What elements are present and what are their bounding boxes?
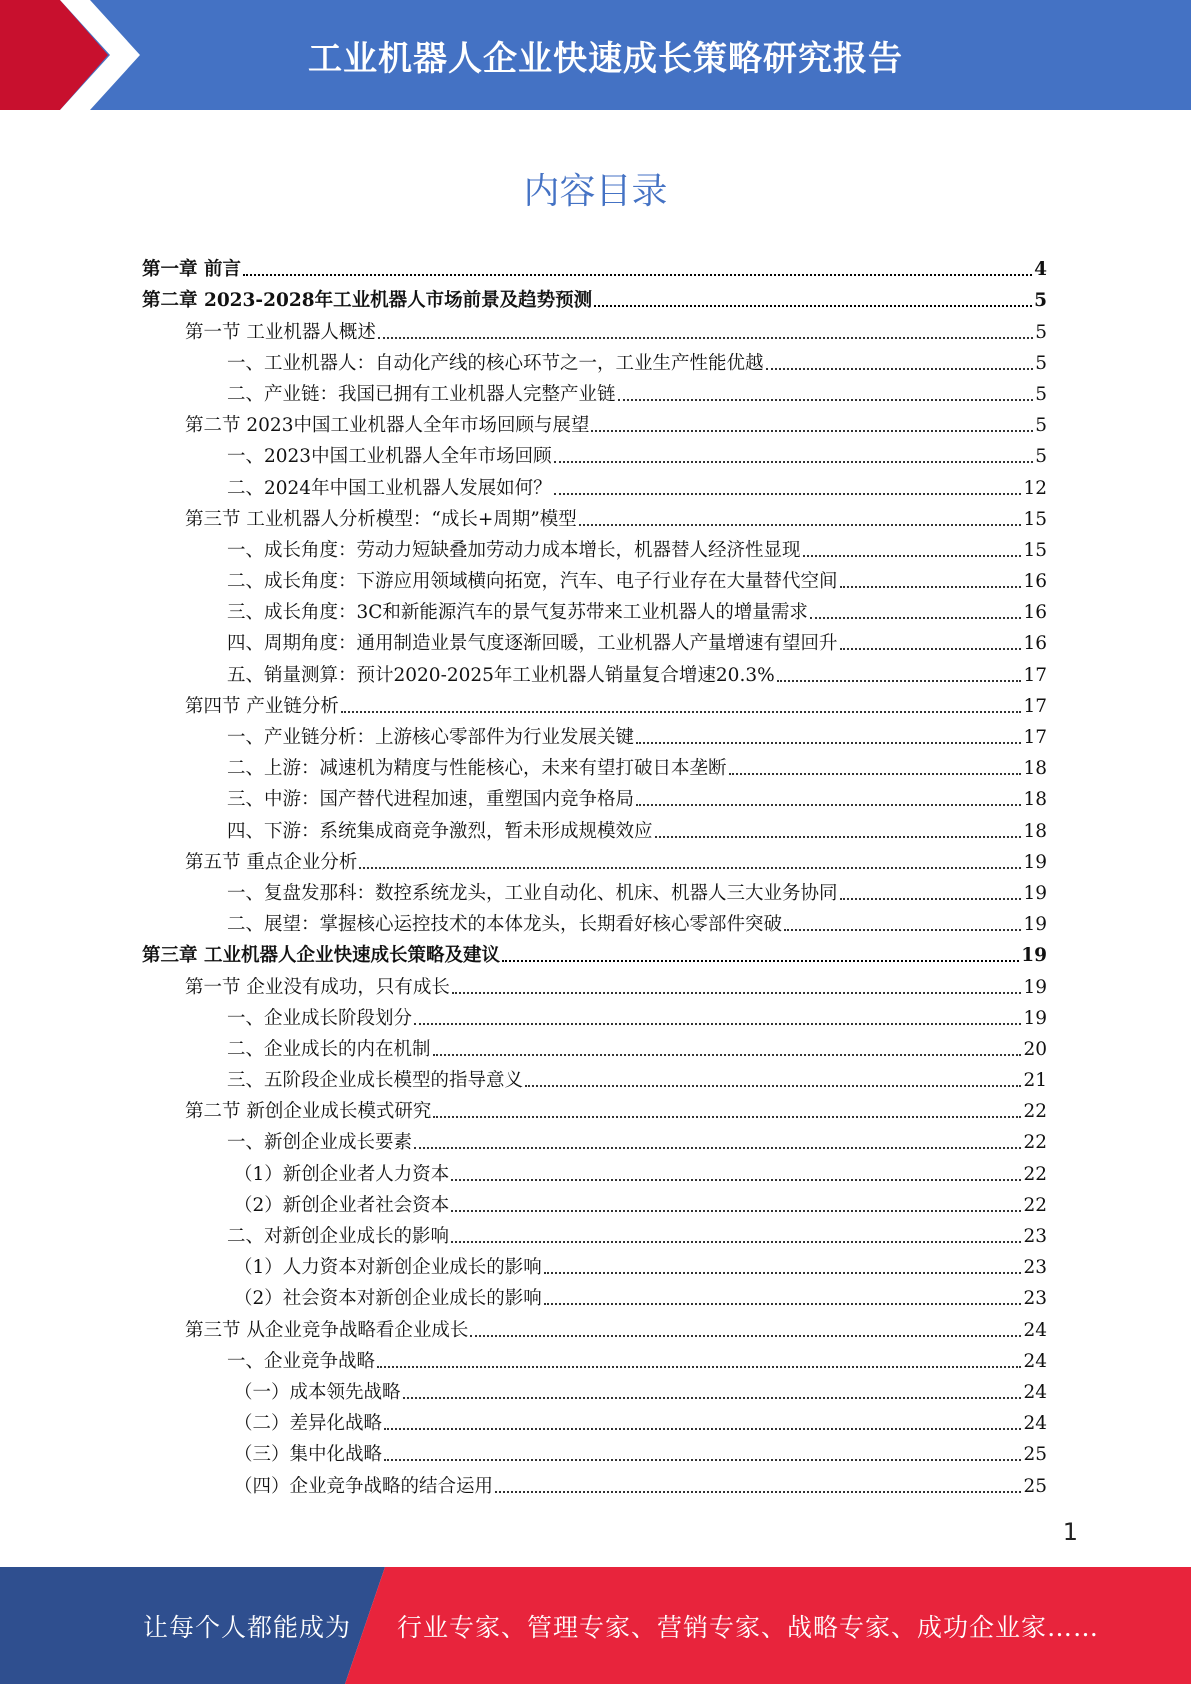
- toc-entry-label: 一、工业机器人：自动化产线的核心环节之一，工业生产性能优越: [227, 352, 764, 374]
- toc-entry[interactable]: [142, 691, 1047, 722]
- toc-dot-leader: [655, 836, 1022, 838]
- toc-entry[interactable]: [142, 1190, 1047, 1221]
- toc-entry-page: 5: [1035, 446, 1047, 468]
- toc-entry-label: 一、企业成长阶段划分: [227, 1007, 413, 1029]
- toc-entry-page: 5: [1035, 321, 1047, 343]
- table-of-contents: [142, 254, 1047, 1502]
- toc-entry-page: 19: [1023, 1007, 1047, 1029]
- toc-entry[interactable]: [142, 535, 1047, 566]
- toc-entry-page: 24: [1023, 1350, 1047, 1372]
- toc-entry-page: 4: [1034, 259, 1047, 281]
- toc-entry-label: （三）集中化战略: [234, 1444, 383, 1466]
- toc-entry-label: 四、周期角度：通用制造业景气度逐渐回暖，工业机器人产量增速有望回升: [227, 633, 838, 655]
- toc-entry-page: 17: [1023, 664, 1047, 686]
- toc-entry-page: 17: [1023, 695, 1047, 717]
- header-banner: [0, 0, 1191, 110]
- toc-entry-page: 5: [1035, 352, 1047, 374]
- toc-entry-label: （1）人力资本对新创企业成长的影响: [234, 1257, 542, 1279]
- toc-entry-page: 16: [1023, 602, 1047, 624]
- toc-entry[interactable]: [142, 1252, 1047, 1283]
- footer-slogan-left: 让每个人都能成为: [143, 1612, 352, 1642]
- toc-entry[interactable]: [142, 659, 1047, 690]
- toc-dot-leader: [243, 274, 1032, 276]
- toc-entry-page: 5: [1035, 415, 1047, 437]
- toc-entry-page: 20: [1023, 1038, 1047, 1060]
- toc-entry[interactable]: [142, 348, 1047, 379]
- toc-heading: 内容目录: [523, 171, 668, 212]
- toc-entry-label: 一、产业链分析：上游核心零部件为行业发展关键: [227, 727, 635, 748]
- toc-dot-leader: [554, 493, 1022, 495]
- toc-entry[interactable]: [142, 1470, 1047, 1501]
- toc-entry[interactable]: [142, 847, 1047, 878]
- toc-entry[interactable]: [142, 1003, 1047, 1034]
- toc-entry-page: 5: [1035, 383, 1047, 405]
- toc-entry-label: 一、新创企业成长要素: [227, 1132, 413, 1154]
- toc-entry-label: （2）社会资本对新创企业成长的影响: [234, 1288, 542, 1310]
- toc-entry[interactable]: [142, 285, 1047, 316]
- toc-dot-leader: [452, 992, 1022, 994]
- toc-entry[interactable]: [142, 971, 1047, 1002]
- toc-entry-label: 一、复盘发那科：数控系统龙头，工业自动化、机床、机器人三大业务协同: [227, 882, 838, 904]
- toc-dot-leader: [544, 1272, 1022, 1274]
- toc-dot-leader: [502, 960, 1019, 962]
- toc-entry-page: 18: [1023, 758, 1047, 780]
- toc-dot-leader: [840, 586, 1022, 588]
- toc-entry-page: 15: [1023, 508, 1047, 530]
- toc-entry-label: 二、产业链：我国已拥有工业机器人完整产业链: [227, 383, 616, 405]
- toc-entry-label: 第四节 产业链分析: [185, 695, 339, 717]
- toc-dot-leader: [636, 742, 1021, 744]
- toc-entry-label: （1）新创企业者人力资本: [234, 1163, 450, 1185]
- toc-entry-label: 四、下游：系统集成商竞争激烈，暂未形成规模效应: [227, 820, 653, 842]
- toc-entry-page: 23: [1023, 1226, 1047, 1247]
- toc-dot-leader: [803, 555, 1022, 557]
- toc-entry[interactable]: [142, 1346, 1047, 1377]
- toc-dot-leader: [451, 1210, 1021, 1212]
- toc-entry[interactable]: [142, 1096, 1047, 1127]
- toc-entry-page: 16: [1023, 571, 1047, 593]
- toc-entry-page: 24: [1023, 1319, 1047, 1341]
- toc-entry[interactable]: [142, 878, 1047, 909]
- toc-dot-leader: [451, 1179, 1021, 1181]
- toc-entry[interactable]: [142, 410, 1047, 441]
- toc-entry[interactable]: [142, 1158, 1047, 1189]
- toc-entry-page: 22: [1023, 1101, 1047, 1123]
- toc-entry-label: 第五节 重点企业分析: [185, 851, 358, 873]
- toc-dot-leader: [433, 1054, 1022, 1056]
- toc-dot-leader: [470, 1335, 1021, 1337]
- toc-entry-label: 三、中游：国产替代进程加速，重塑国内竞争格局: [227, 789, 635, 811]
- toc-dot-leader: [777, 680, 1022, 682]
- toc-entry[interactable]: [142, 909, 1047, 940]
- footer-banner: [0, 1567, 1191, 1684]
- toc-dot-leader: [433, 1116, 1021, 1118]
- toc-entry-page: 22: [1023, 1132, 1047, 1154]
- toc-entry-label: 一、2023中国工业机器人全年市场回顾: [227, 446, 552, 468]
- toc-entry-label: 一、企业竞争战略: [227, 1350, 376, 1372]
- toc-dot-leader: [378, 337, 1033, 339]
- toc-dot-leader: [359, 867, 1021, 869]
- toc-dot-leader: [403, 1397, 1022, 1399]
- toc-entry[interactable]: [142, 1127, 1047, 1158]
- toc-dot-leader: [384, 1428, 1021, 1430]
- footer-slogan-right: 行业专家、管理专家、营销专家、战略专家、成功企业家……: [397, 1612, 1100, 1642]
- toc-dot-leader: [377, 1366, 1021, 1368]
- toc-entry-label: 第三节 工业机器人分析模型：“成长+周期”模型: [185, 508, 577, 530]
- toc-dot-leader: [495, 1491, 1021, 1493]
- toc-dot-leader: [384, 1459, 1021, 1461]
- toc-entry-label: 第一章 前言: [142, 259, 241, 281]
- toc-entry-page: 5: [1034, 290, 1047, 312]
- toc-entry-page: 18: [1023, 789, 1047, 811]
- toc-entry[interactable]: [142, 753, 1047, 784]
- toc-entry-page: 25: [1023, 1444, 1047, 1466]
- toc-dot-leader: [341, 711, 1022, 713]
- toc-dot-leader: [784, 929, 1021, 931]
- toc-entry[interactable]: [142, 1314, 1047, 1345]
- toc-entry[interactable]: [142, 1439, 1047, 1470]
- toc-entry-page: 17: [1023, 727, 1047, 748]
- toc-entry[interactable]: [142, 504, 1047, 535]
- toc-entry-label: 三、成长角度：3C和新能源汽车的景气复苏带来工业机器人的增量需求: [227, 602, 808, 624]
- toc-entry[interactable]: [142, 316, 1047, 347]
- toc-entry[interactable]: [142, 379, 1047, 410]
- toc-entry-label: 第一节 工业机器人概述: [185, 321, 376, 343]
- toc-entry-label: 二、展望：掌握核心运控技术的本体龙头，长期看好核心零部件突破: [227, 914, 783, 936]
- toc-entry-label: 第三节 从企业竞争战略看企业成长: [185, 1319, 469, 1341]
- toc-entry-page: 22: [1023, 1194, 1047, 1216]
- report-title: 工业机器人企业快速成长策略研究报告: [308, 38, 903, 79]
- toc-dot-leader: [729, 773, 1022, 775]
- toc-entry-page: 23: [1023, 1257, 1047, 1279]
- toc-entry-page: 19: [1023, 914, 1047, 936]
- toc-entry[interactable]: [142, 722, 1047, 753]
- toc-dot-leader: [451, 1241, 1021, 1243]
- toc-entry-page: 21: [1023, 1070, 1047, 1092]
- toc-entry-label: 第二节 新创企业成长模式研究: [185, 1101, 432, 1123]
- toc-entry-page: 23: [1023, 1288, 1047, 1310]
- toc-entry-page: 19: [1023, 882, 1047, 904]
- toc-entry-label: 二、2024年中国工业机器人发展如何？: [227, 477, 552, 499]
- toc-entry[interactable]: [142, 566, 1047, 597]
- toc-dot-leader: [636, 804, 1021, 806]
- toc-entry[interactable]: [142, 1377, 1047, 1408]
- toc-entry-page: 22: [1023, 1163, 1047, 1185]
- toc-dot-leader: [840, 648, 1022, 650]
- toc-entry[interactable]: [142, 254, 1047, 285]
- toc-entry-page: 15: [1023, 539, 1047, 561]
- toc-entry-label: （四）企业竞争战略的结合运用: [234, 1475, 494, 1497]
- toc-dot-leader: [544, 1303, 1022, 1305]
- toc-entry-page: 24: [1023, 1413, 1047, 1435]
- toc-entry[interactable]: [142, 1065, 1047, 1096]
- toc-entry-label: 一、成长角度：劳动力短缺叠加劳动力成本增长，机器替人经济性显现: [227, 539, 801, 561]
- toc-entry-label: （2）新创企业者社会资本: [234, 1194, 450, 1216]
- toc-entry-page: 19: [1023, 851, 1047, 873]
- toc-entry-label: 二、成长角度：下游应用领域横向拓宽，汽车、电子行业存在大量替代空间: [227, 571, 838, 593]
- toc-entry[interactable]: [142, 940, 1047, 971]
- toc-entry-label: 第二章 2023-2028年工业机器人市场前景及趋势预测: [142, 290, 593, 312]
- toc-dot-leader: [810, 617, 1022, 619]
- toc-entry-label: 三、五阶段企业成长模型的指导意义: [227, 1070, 524, 1092]
- toc-entry-label: 第一节 企业没有成功，只有成长: [185, 976, 450, 998]
- toc-entry-label: 五、销量测算：预计2020-2025年工业机器人销量复合增速20.3%: [227, 664, 775, 686]
- toc-dot-leader: [554, 461, 1034, 463]
- toc-entry-page: 16: [1023, 633, 1047, 655]
- toc-dot-leader: [766, 368, 1034, 370]
- toc-entry[interactable]: [142, 441, 1047, 472]
- toc-entry[interactable]: [142, 815, 1047, 846]
- toc-entry-page: 19: [1023, 976, 1047, 998]
- toc-entry-label: （二）差异化战略: [234, 1413, 383, 1435]
- toc-dot-leader: [525, 1085, 1021, 1087]
- toc-entry-page: 18: [1023, 820, 1047, 842]
- toc-dot-leader: [414, 1147, 1021, 1149]
- toc-entry-label: 第二节 2023中国工业机器人全年市场回顾与展望: [185, 415, 590, 437]
- toc-entry-label: 第三章 工业机器人企业快速成长策略及建议: [142, 945, 500, 967]
- toc-entry[interactable]: [142, 628, 1047, 659]
- toc-dot-leader: [579, 524, 1022, 526]
- toc-dot-leader: [414, 1023, 1021, 1025]
- toc-entry[interactable]: [142, 784, 1047, 815]
- toc-dot-leader: [618, 399, 1034, 401]
- toc-entry-page: 25: [1023, 1475, 1047, 1497]
- toc-entry[interactable]: [142, 1283, 1047, 1314]
- toc-entry-page: 24: [1023, 1381, 1047, 1403]
- toc-dot-leader: [591, 430, 1033, 432]
- toc-entry[interactable]: [142, 1034, 1047, 1065]
- toc-entry[interactable]: [142, 1408, 1047, 1439]
- toc-entry[interactable]: [142, 1221, 1047, 1252]
- toc-entry-label: 二、对新创企业成长的影响: [227, 1226, 450, 1247]
- toc-dot-leader: [840, 898, 1022, 900]
- toc-entry[interactable]: [142, 472, 1047, 503]
- toc-entry[interactable]: [142, 597, 1047, 628]
- toc-entry-page: 12: [1023, 477, 1047, 499]
- toc-entry-page: 19: [1021, 945, 1047, 967]
- toc-dot-leader: [594, 305, 1032, 307]
- toc-entry-label: 二、企业成长的内在机制: [227, 1038, 431, 1060]
- page-number: 1: [1062, 1518, 1078, 1546]
- toc-entry-label: （一）成本领先战略: [234, 1381, 401, 1403]
- toc-entry-label: 二、上游：减速机为精度与性能核心，未来有望打破日本垄断: [227, 758, 727, 780]
